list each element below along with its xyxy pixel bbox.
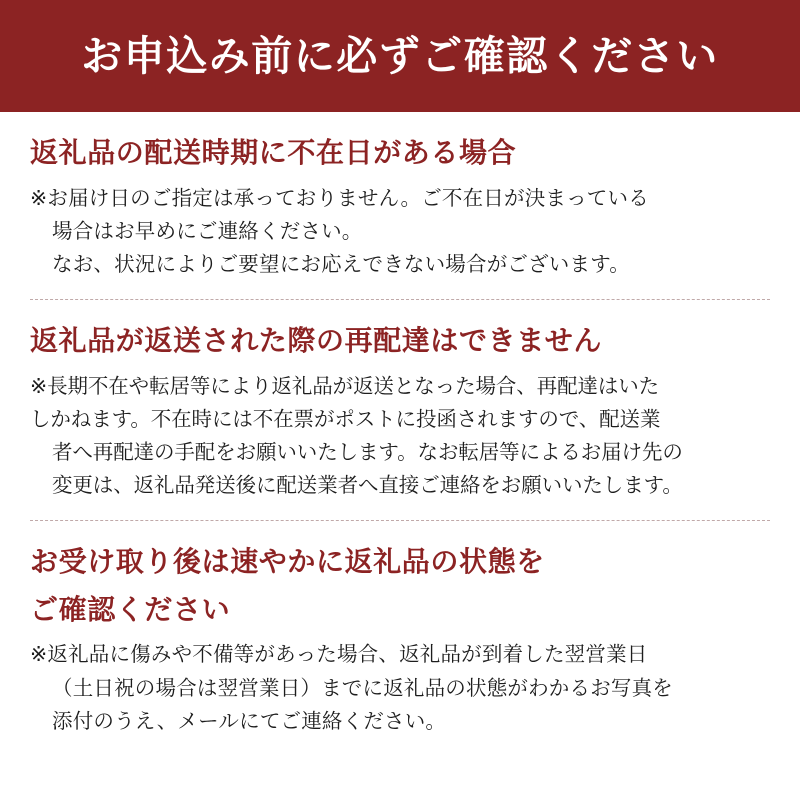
page-banner: [0, 0, 800, 112]
section-heading-second-line: ご確認ください: [30, 592, 231, 626]
notice-section-redelivery: [30, 300, 770, 520]
section-heading: お受け取り後は速やかに返礼品の状態を: [30, 545, 545, 579]
section-body: [30, 638, 770, 738]
notice-content: [0, 112, 800, 756]
body-line: 添付のうえ、メールにてご連絡ください。: [52, 708, 447, 733]
section-heading: 返礼品の配送時期に不在日がある場合: [30, 136, 517, 169]
body-line: ※お届け日のご指定は承っておりません。ご不在日が決まっている: [30, 185, 649, 210]
page-title: お申込み前に必ずご確認ください: [81, 31, 719, 80]
body-line: ※返礼品に傷みや不備等があった場合、返礼品が到着した翌営業日: [30, 642, 648, 667]
body-line: しかねます。不在時には不在票がポストに投函されますので、配送業: [30, 406, 661, 431]
body-line: 変更は、返礼品発送後に配送業者へ直接ご連絡をお願いいたします。: [52, 473, 683, 498]
body-line: なお、状況によりご要望にお応えできない場合がございます。: [52, 251, 630, 276]
body-line: ※長期不在や転居等により返礼品が返送となった場合、再配達はいた: [30, 373, 660, 398]
body-line: （土日祝の場合は翌営業日）までに返礼品の状態がわかるお写真を: [52, 675, 673, 700]
body-line: 場合はお早めにご連絡ください。: [52, 218, 363, 243]
notice-section-inspection: [30, 521, 770, 756]
section-body: [30, 370, 770, 503]
body-line: 者へ再配達の手配をお願いいたします。なお転居等によるお届け先の: [52, 440, 683, 465]
section-body: [30, 182, 770, 282]
notice-section-absence: [30, 112, 770, 299]
section-heading: 返礼品が返送された際の再配達はできません: [30, 324, 603, 358]
